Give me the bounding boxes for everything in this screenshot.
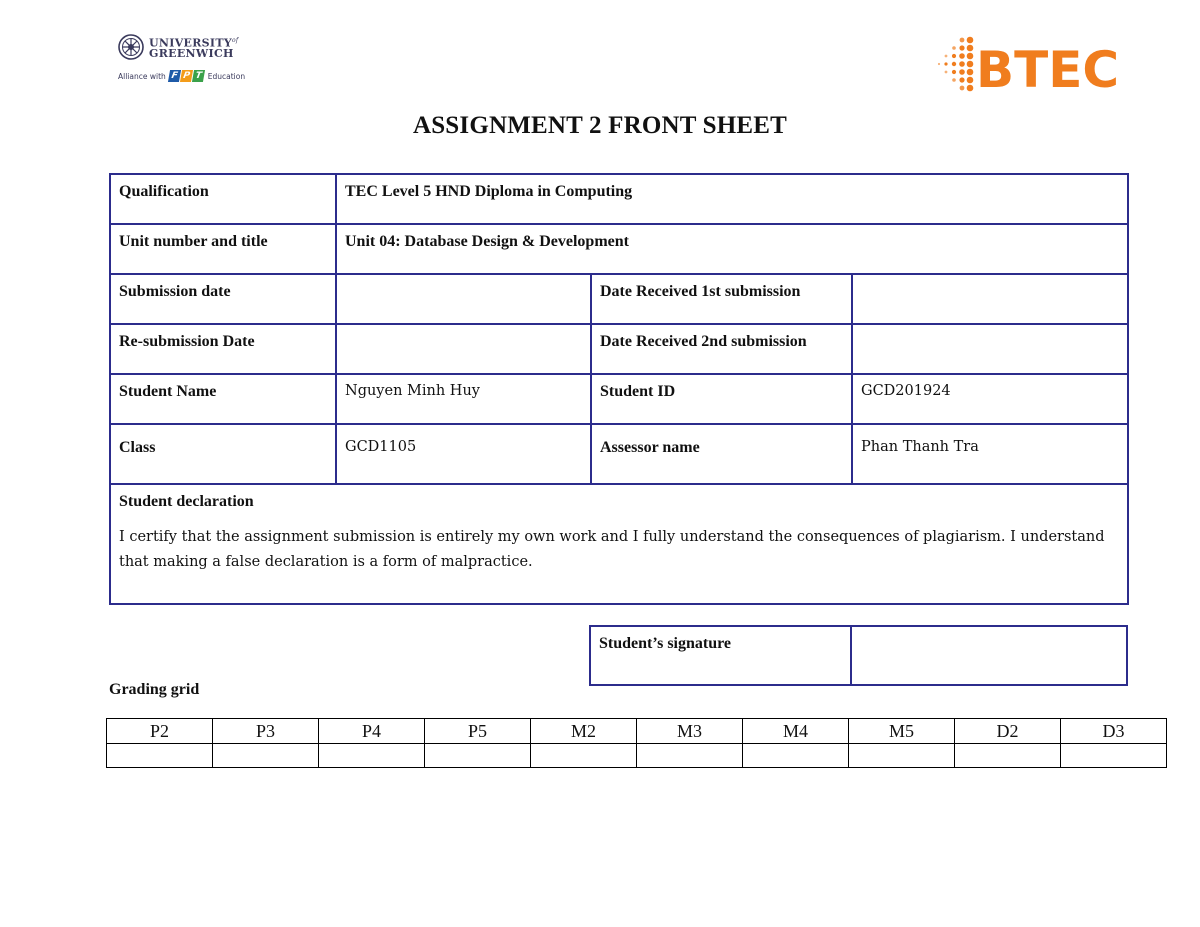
date-received-2-label: Date Received 2nd submission bbox=[591, 324, 852, 374]
grade-cell-p5[interactable] bbox=[425, 744, 531, 768]
student-name-field[interactable]: Nguyen Minh Huy bbox=[336, 374, 591, 424]
grade-header-d2: D2 bbox=[955, 719, 1061, 744]
grade-header-p2: P2 bbox=[107, 719, 213, 744]
qualification-label: Qualification bbox=[110, 174, 336, 224]
student-row bbox=[110, 374, 1128, 424]
greenwich-text: GREENWICH bbox=[149, 47, 234, 61]
resubmission-date-label: Re-submission Date bbox=[110, 324, 336, 374]
student-id-label: Student ID bbox=[591, 374, 852, 424]
btec-dots-icon bbox=[938, 37, 973, 92]
declaration-row bbox=[110, 484, 1128, 604]
btec-text: BTEC bbox=[976, 41, 1120, 94]
class-row bbox=[110, 424, 1128, 484]
grade-cell-m4[interactable] bbox=[743, 744, 849, 768]
fpt-letter-f: F bbox=[168, 70, 181, 82]
date-received-1-field[interactable] bbox=[852, 274, 1128, 324]
assessor-field[interactable]: Phan Thanh Tra bbox=[852, 424, 1128, 484]
grading-grid-label: Grading grid bbox=[109, 681, 200, 698]
class-field[interactable]: GCD1105 bbox=[336, 424, 591, 484]
qualification-value[interactable]: TEC Level 5 HND Diploma in Computing bbox=[336, 174, 1128, 224]
grade-header-d3: D3 bbox=[1061, 719, 1167, 744]
page-title: ASSIGNMENT 2 FRONT SHEET bbox=[412, 112, 788, 139]
submission-date-label: Submission date bbox=[110, 274, 336, 324]
grading-header-row bbox=[107, 719, 1167, 744]
university-of-greenwich-logo bbox=[118, 34, 268, 96]
grading-value-row bbox=[107, 744, 1167, 768]
qualification-row bbox=[110, 174, 1128, 224]
signature-field[interactable] bbox=[851, 626, 1127, 685]
unit-row bbox=[110, 224, 1128, 274]
greenwich-crest-icon bbox=[118, 34, 144, 60]
university-text: UNIVERSITY bbox=[149, 36, 232, 50]
unit-label: Unit number and title bbox=[110, 224, 336, 274]
fpt-letter-t: T bbox=[192, 70, 205, 82]
grade-cell-p3[interactable] bbox=[213, 744, 319, 768]
resubmission-date-field[interactable] bbox=[336, 324, 591, 374]
grade-header-m2: M2 bbox=[531, 719, 637, 744]
grade-header-m5: M5 bbox=[849, 719, 955, 744]
declaration-cell bbox=[110, 484, 1128, 604]
grade-cell-m2[interactable] bbox=[531, 744, 637, 768]
fpt-letter-p: P bbox=[180, 70, 193, 82]
student-name-label: Student Name bbox=[110, 374, 336, 424]
resubmission-row bbox=[110, 324, 1128, 374]
grade-header-p3: P3 bbox=[213, 719, 319, 744]
submission-date-field[interactable] bbox=[336, 274, 591, 324]
declaration-text: I certify that the assignment submission is entirely my own work and I fully understand the consequences of plagiarism. I understand that making a false declaration is a form of malpractice. bbox=[119, 529, 1105, 570]
date-received-1-label: Date Received 1st submission bbox=[591, 274, 852, 324]
grade-cell-m5[interactable] bbox=[849, 744, 955, 768]
grade-cell-p4[interactable] bbox=[319, 744, 425, 768]
signature-label: Student’s signature bbox=[590, 626, 851, 685]
fpt-logo bbox=[169, 70, 205, 82]
grade-cell-d3[interactable] bbox=[1061, 744, 1167, 768]
front-sheet-table bbox=[109, 173, 1129, 605]
grade-header-p5: P5 bbox=[425, 719, 531, 744]
btec-logo bbox=[936, 34, 1121, 94]
grading-grid bbox=[106, 718, 1167, 768]
grade-header-p4: P4 bbox=[319, 719, 425, 744]
class-label: Class bbox=[110, 424, 336, 484]
grade-cell-m3[interactable] bbox=[637, 744, 743, 768]
date-received-2-field[interactable] bbox=[852, 324, 1128, 374]
declaration-heading: Student declaration bbox=[119, 493, 254, 510]
grade-cell-p2[interactable] bbox=[107, 744, 213, 768]
signature-table bbox=[589, 625, 1128, 686]
student-id-field[interactable]: GCD201924 bbox=[852, 374, 1128, 424]
grade-header-m3: M3 bbox=[637, 719, 743, 744]
assessor-label: Assessor name bbox=[591, 424, 852, 484]
submission-row bbox=[110, 274, 1128, 324]
grade-cell-d2[interactable] bbox=[955, 744, 1061, 768]
alliance-prefix: Alliance with bbox=[118, 71, 166, 81]
university-of-text: of bbox=[231, 36, 239, 44]
grade-header-m4: M4 bbox=[743, 719, 849, 744]
unit-value[interactable]: Unit 04: Database Design & Development bbox=[336, 224, 1128, 274]
alliance-suffix: Education bbox=[207, 71, 246, 81]
